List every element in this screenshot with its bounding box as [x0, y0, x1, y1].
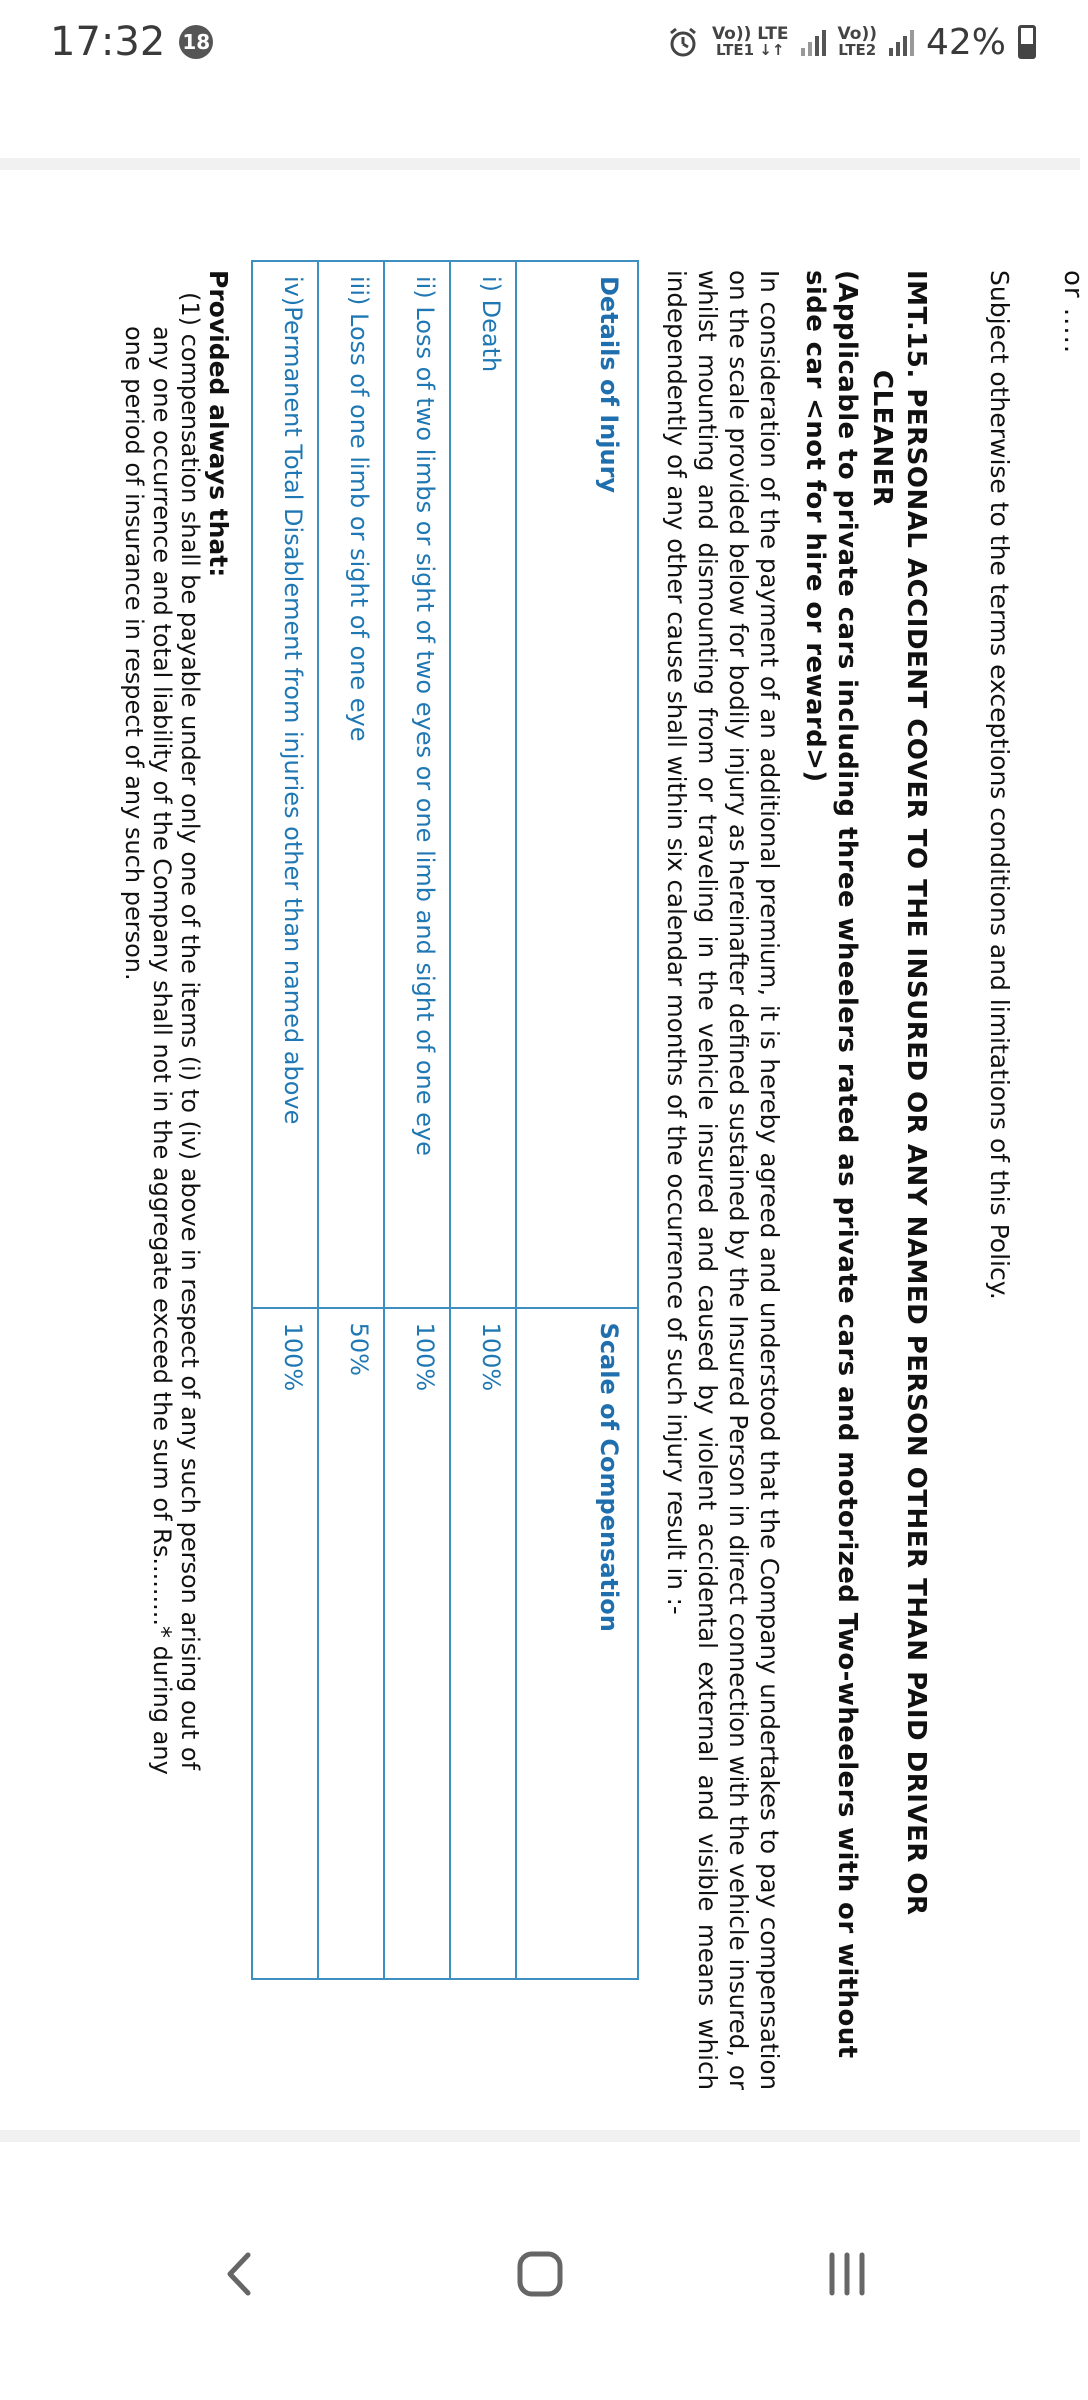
navigation-bar	[0, 2142, 1080, 2400]
top-divider	[0, 158, 1080, 170]
table-row	[450, 261, 516, 1979]
injury-detail: iii) Loss of one limb or sight of one eye	[318, 261, 384, 1308]
injury-detail: i) Death	[450, 261, 516, 1308]
table-row	[252, 261, 318, 1979]
provided-item-1-line1: (1) compensation shall be payable under only one of the items (i) to (iv) above in respect of any such person arising out of	[176, 292, 204, 1771]
section-heading-line2: CLEANER	[867, 370, 897, 507]
recent-apps-icon	[824, 2251, 870, 2297]
provided-always-title: Provided always that:	[204, 270, 233, 578]
sim2-indicator: Vo)) LTE2	[837, 24, 877, 59]
table-row	[318, 261, 384, 1979]
truncated-text: or .....	[1058, 270, 1088, 355]
section-heading	[865, 270, 933, 2090]
notification-count-badge: 18	[179, 25, 213, 59]
compensation-table	[251, 260, 639, 1980]
document-viewer[interactable]	[0, 170, 1088, 2130]
injury-detail: iv)Permanent Total Disablement from injuries other than named above	[252, 261, 318, 1308]
provided-item-1-line3: one period of insurance in respect of any such person.	[120, 326, 148, 981]
document-page	[0, 170, 1088, 2130]
section-heading-line1: IMT.15. PERSONAL ACCIDENT COVER TO THE INSURED OR ANY NAMED PERSON OTHER THAN PAID DRIVER OR	[901, 270, 931, 1916]
provided-item-1	[120, 270, 204, 2090]
battery-percentage: 42%	[925, 21, 1006, 63]
header-details-of-injury: Details of Injury	[516, 261, 638, 1308]
alarm-icon	[666, 25, 700, 59]
subject-line: Subject otherwise to the terms exceptions conditions and limitations of this Policy.	[985, 270, 1014, 1300]
status-bar	[0, 0, 1080, 84]
table-header-row	[516, 261, 638, 1979]
home-button[interactable]	[480, 2214, 600, 2334]
sim1-signal-icon	[801, 28, 826, 56]
compensation-scale: 100%	[384, 1308, 450, 1979]
header-scale-of-compensation: Scale of Compensation	[516, 1308, 638, 1979]
status-right	[666, 22, 1036, 63]
home-icon	[515, 2249, 565, 2299]
section-subheading: (Applicable to private cars including three wheelers rated as private cars and motorized Two-wheelers with or without side car <not for hire or reward>)	[800, 270, 862, 2059]
clock: 17:32	[50, 19, 166, 65]
sim2-signal-icon	[889, 28, 914, 56]
bottom-divider	[0, 2130, 1080, 2142]
compensation-scale: 100%	[252, 1308, 318, 1979]
compensation-scale: 100%	[450, 1308, 516, 1979]
table-row	[384, 261, 450, 1979]
compensation-scale: 50%	[318, 1308, 384, 1979]
chevron-left-icon	[220, 2249, 260, 2299]
consideration-paragraph: In consideration of the payment of an additional premium, it is hereby agreed and understood that the Company undertakes to pay compensation on the scale provided below for bodily injury as hereinafter defined sustained by the Insured Person in direct connection with the vehicle insured, or whilst mounting and dismounting from or traveling in the vehicle insured and caused by violent accidental external and visible means which independently of any other cause shall within six calendar months of the occurrence of such injury result in :-	[662, 270, 784, 2090]
status-left	[50, 19, 213, 65]
provided-item-1-line2: any one occurrence and total liability of the Company shall not in the aggregate exceed the sum of Rs.........* during any	[148, 326, 176, 1775]
sim1-indicator: Vo)) LTE LTE1 ↓↑	[711, 24, 789, 59]
recent-apps-button[interactable]	[787, 2214, 907, 2334]
back-button[interactable]	[180, 2214, 300, 2334]
battery-icon	[1018, 25, 1036, 59]
injury-detail: ii) Loss of two limbs or sight of two eyes or one limb and sight of one eye	[384, 261, 450, 1308]
